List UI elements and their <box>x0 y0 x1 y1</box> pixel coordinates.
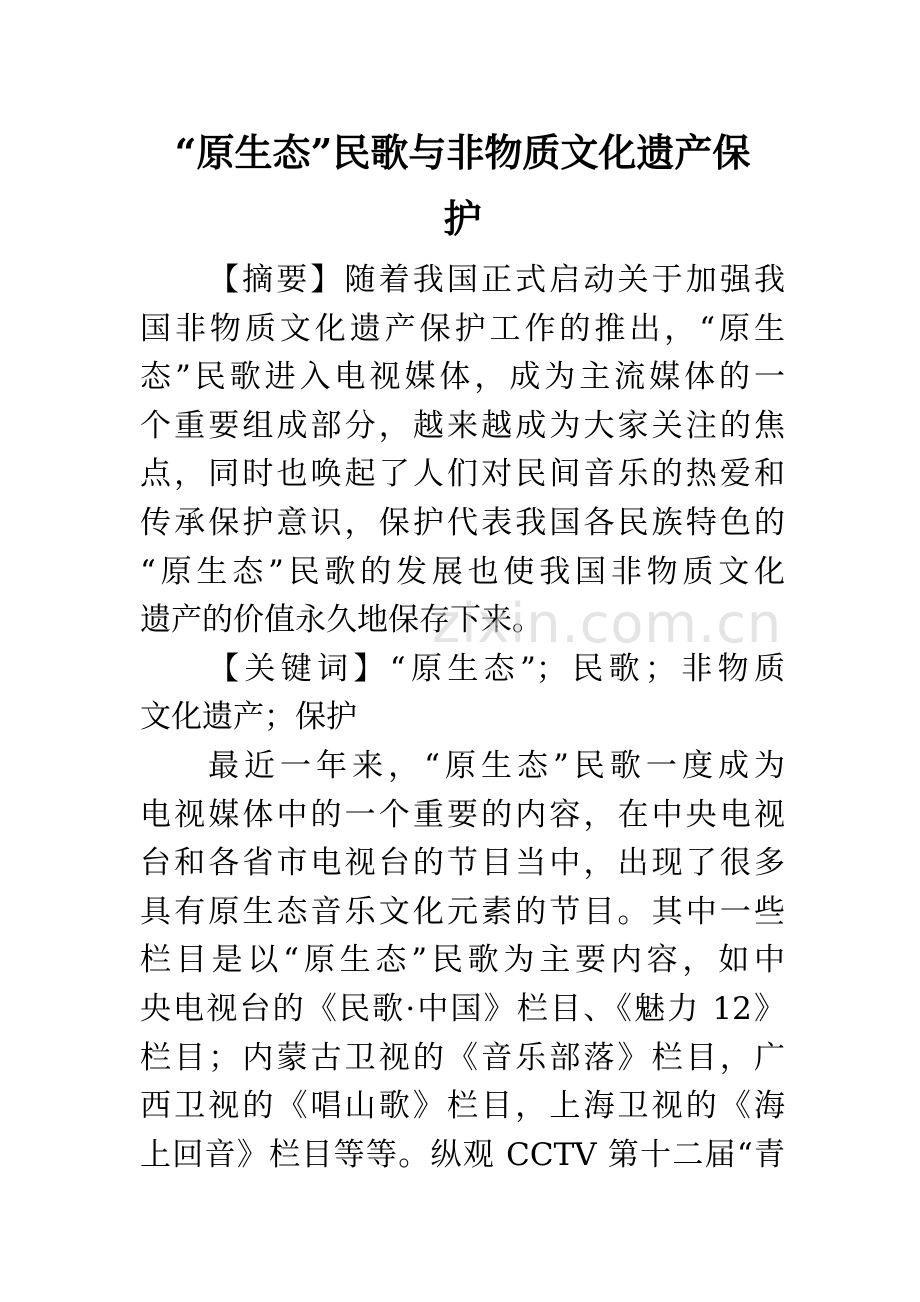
abstract-line: 传承保护意识，保护代表我国各民族特色的 <box>140 504 785 541</box>
body-line: 台和各省市电视台的节目当中，出现了很多 <box>140 845 785 882</box>
abstract-line: 遗产的价值永久地保存下来。 <box>140 602 543 639</box>
body-line: 央电视台的《民歌·中国》栏目、《魅力 12》 <box>140 990 785 1027</box>
title-line-1: “原生态”民歌与非物质文化遗产保 <box>174 130 751 175</box>
keywords-paragraph <box>140 645 785 742</box>
body-line: 电视媒体中的一个重要的内容，在中央电视 <box>140 796 785 833</box>
watermark: zixin.com.cn <box>432 592 783 655</box>
body-paragraph <box>140 742 785 1179</box>
document-body <box>140 256 785 1179</box>
abstract-line: 个重要组成部分，越来越成为大家关注的焦 <box>140 407 785 444</box>
keywords-line: 文化遗产；保护 <box>140 699 357 736</box>
abstract-line: “原生态”民歌的发展也使我国非物质文化 <box>140 553 785 590</box>
body-line: 西卫视的《唱山歌》栏目，上海卫视的《海 <box>140 1088 785 1125</box>
body-line: 上回音》栏目等等。纵观 CCTV 第十二届“青 <box>140 1136 785 1173</box>
body-line: 具有原生态音乐文化元素的节目。其中一些 <box>140 893 785 930</box>
abstract-line: 【摘要】随着我国正式启动关于加强我 <box>208 262 785 298</box>
document-title <box>140 120 785 252</box>
body-line: 栏目；内蒙古卫视的《音乐部落》栏目，广 <box>140 1039 785 1076</box>
abstract-line: 点，同时也唤起了人们对民间音乐的热爱和 <box>140 456 785 493</box>
body-line: 最近一年来，“原生态”民歌一度成为 <box>208 747 785 784</box>
title-line-2: 护 <box>443 196 482 241</box>
abstract-line: 态”民歌进入电视媒体，成为主流媒体的一 <box>140 359 785 396</box>
keywords-line: 【关键词】“原生态”；民歌；非物质 <box>208 650 785 687</box>
abstract-paragraph <box>140 256 785 645</box>
abstract-line: 国非物质文化遗产保护工作的推出，“原生 <box>140 310 785 347</box>
body-line: 栏目是以“原生态”民歌为主要内容，如中 <box>140 942 785 979</box>
